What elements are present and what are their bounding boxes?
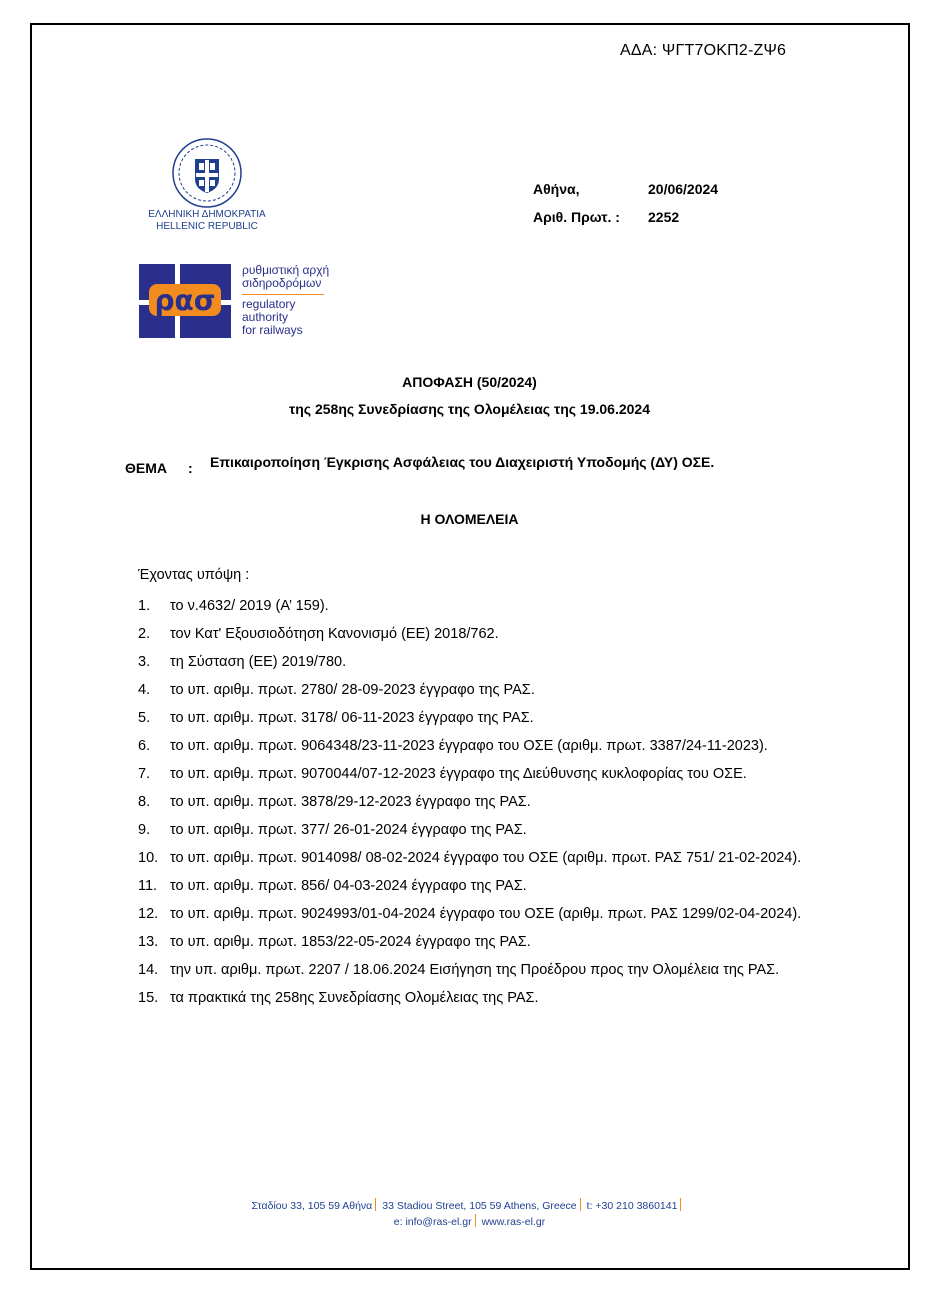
list-item-text: την υπ. αριθμ. πρωτ. 2207 / 18.06.2024 Εισήγηση της Προέδρου προς την Ολομέλεια της ΡΑΣ.	[170, 962, 780, 978]
republic-greek: ΕΛΛΗΝΙΚΗ ΔΗΜΟΚΡΑΤΙΑ	[148, 209, 266, 220]
footer-line-2	[0, 1214, 939, 1228]
list-item-text: το υπ. αριθμ. πρωτ. 9064348/23-11-2023 έγγραφο του ΟΣΕ (αριθμ. πρωτ. 3387/24-11-2023).	[170, 738, 768, 754]
list-item-text: τον Κατ' Εξουσιοδότηση Κανονισμό (ΕΕ) 2018/762.	[170, 626, 499, 642]
list-item-number: 3.	[138, 654, 151, 670]
list-item	[138, 788, 822, 816]
list-item-number: 14.	[138, 962, 159, 978]
list-item-text: το υπ. αριθμ. πρωτ. 3878/29-12-2023 έγγραφο της ΡΑΣ.	[170, 794, 531, 810]
list-item-number: 12.	[138, 906, 159, 922]
list-item-number: 5.	[138, 710, 151, 726]
footer-line-1	[0, 1198, 939, 1212]
footer-address-el: Σταδίου 33, 105 59 Αθήνα	[251, 1200, 373, 1212]
list-item-text: το υπ. αριθμ. πρωτ. 9014098/ 08-02-2024 έγγραφο του ΟΣΕ (αριθμ. πρωτ. ΡΑΣ 751/ 21-02-2024).	[170, 850, 802, 866]
list-item	[138, 816, 822, 844]
list-item-text: το υπ. αριθμ. πρωτ. 3178/ 06-11-2023 έγγραφο της ΡΑΣ.	[170, 710, 534, 726]
subject-colon: :	[188, 460, 193, 476]
list-item	[138, 956, 822, 984]
subject-text: Επικαιροποίηση Έγκρισης Ασφάλειας του Διαχειριστή Υποδομής (ΔΥ) ΟΣΕ.	[210, 454, 715, 470]
ras-logo-icon	[139, 264, 231, 338]
authority-name-el-2: σιδηροδρόμων	[242, 276, 322, 290]
authority-name-el-1: ρυθμιστική αρχή	[242, 263, 330, 277]
list-item-number: 6.	[138, 738, 151, 754]
authority-separator	[242, 294, 324, 295]
list-item-text: το υπ. αριθμ. πρωτ. 377/ 26-01-2024 έγγραφο της ΡΑΣ.	[170, 822, 527, 838]
list-item-text: τη Σύσταση (ΕΕ) 2019/780.	[170, 654, 347, 670]
list-item-text: το ν.4632/ 2019 (Α’ 159).	[170, 598, 329, 614]
list-item-number: 13.	[138, 934, 159, 950]
list-item	[138, 900, 822, 928]
list-item	[138, 676, 822, 704]
intro-text: Έχοντας υπόψη :	[138, 567, 250, 583]
hellenic-republic-seal-icon	[171, 137, 243, 209]
list-item-number: 10.	[138, 850, 159, 866]
list-item	[138, 928, 822, 956]
plenary-heading: Η ΟΛΟΜΕΛΕΙΑ	[420, 511, 519, 527]
footer-divider	[375, 1198, 376, 1211]
list-item	[138, 704, 822, 732]
list-item-number: 1.	[138, 598, 151, 614]
list-item-number: 2.	[138, 626, 151, 642]
list-item	[138, 732, 822, 760]
list-item-number: 4.	[138, 682, 151, 698]
list-item-text: το υπ. αριθμ. πρωτ. 856/ 04-03-2024 έγγραφο της ΡΑΣ.	[170, 878, 527, 894]
list-item-number: 9.	[138, 822, 151, 838]
place-label: Αθήνα,	[533, 181, 580, 197]
subject-label: ΘΕΜΑ	[125, 460, 167, 476]
footer-website[interactable]: www.ras-el.gr	[481, 1216, 546, 1228]
list-item-text: το υπ. αριθμ. πρωτ. 1853/22-05-2024 έγγραφο της ΡΑΣ.	[170, 934, 531, 950]
list-item-text: το υπ. αριθμ. πρωτ. 9070044/07-12-2023 έγγραφο της Διεύθυνσης κυκλοφορίας του ΟΣΕ.	[170, 766, 747, 782]
list-item	[138, 592, 822, 620]
list-item-text: το υπ. αριθμ. πρωτ. 2780/ 28-09-2023 έγγραφο της ΡΑΣ.	[170, 682, 535, 698]
list-item-number: 8.	[138, 794, 151, 810]
list-item	[138, 844, 822, 872]
republic-caption	[140, 209, 274, 233]
list-item	[138, 620, 822, 648]
authority-name-en-1: regulatory	[242, 297, 296, 311]
ada-code: ΑΔΑ: ΨΓΤ7ΟΚΠ2-ΖΨ6	[620, 42, 787, 59]
ras-logo-letters: ρασ	[154, 284, 216, 317]
authority-name-en-3: for railways	[242, 323, 303, 337]
footer-phone: t: +30 210 3860141	[586, 1200, 678, 1212]
footer-address-en: 33 Stadiou Street, 105 59 Athens, Greece	[382, 1200, 577, 1212]
list-item	[138, 872, 822, 900]
list-item-text: τα πρακτικά της 258ης Συνεδρίασης Ολομέλειας της ΡΑΣ.	[170, 990, 539, 1006]
footer-divider	[680, 1198, 681, 1211]
protocol-number: 2252	[648, 209, 680, 225]
list-item	[138, 648, 822, 676]
list-item	[138, 760, 822, 788]
list-item	[138, 984, 822, 1012]
document-date: 20/06/2024	[648, 181, 719, 197]
footer-divider	[580, 1198, 581, 1211]
list-item-number: 11.	[138, 878, 158, 894]
republic-english: HELLENIC REPUBLIC	[156, 221, 258, 232]
footer-email[interactable]: e: info@ras-el.gr	[393, 1216, 472, 1228]
authority-name-en-2: authority	[242, 310, 289, 324]
considerations-list	[138, 592, 822, 1012]
list-item-number: 15.	[138, 990, 159, 1006]
decision-title: ΑΠΟΦΑΣΗ (50/2024)	[402, 374, 537, 390]
decision-subtitle: της 258ης Συνεδρίασης της Ολομέλειας της 19.06.2024	[288, 401, 651, 417]
list-item-number: 7.	[138, 766, 151, 782]
list-item-text: το υπ. αριθμ. πρωτ. 9024993/01-04-2024 έγγραφο του ΟΣΕ (αριθμ. πρωτ. ΡΑΣ 1299/02-04-2024).	[170, 906, 802, 922]
footer-divider	[475, 1214, 476, 1227]
protocol-label: Αριθ. Πρωτ. :	[533, 209, 620, 225]
